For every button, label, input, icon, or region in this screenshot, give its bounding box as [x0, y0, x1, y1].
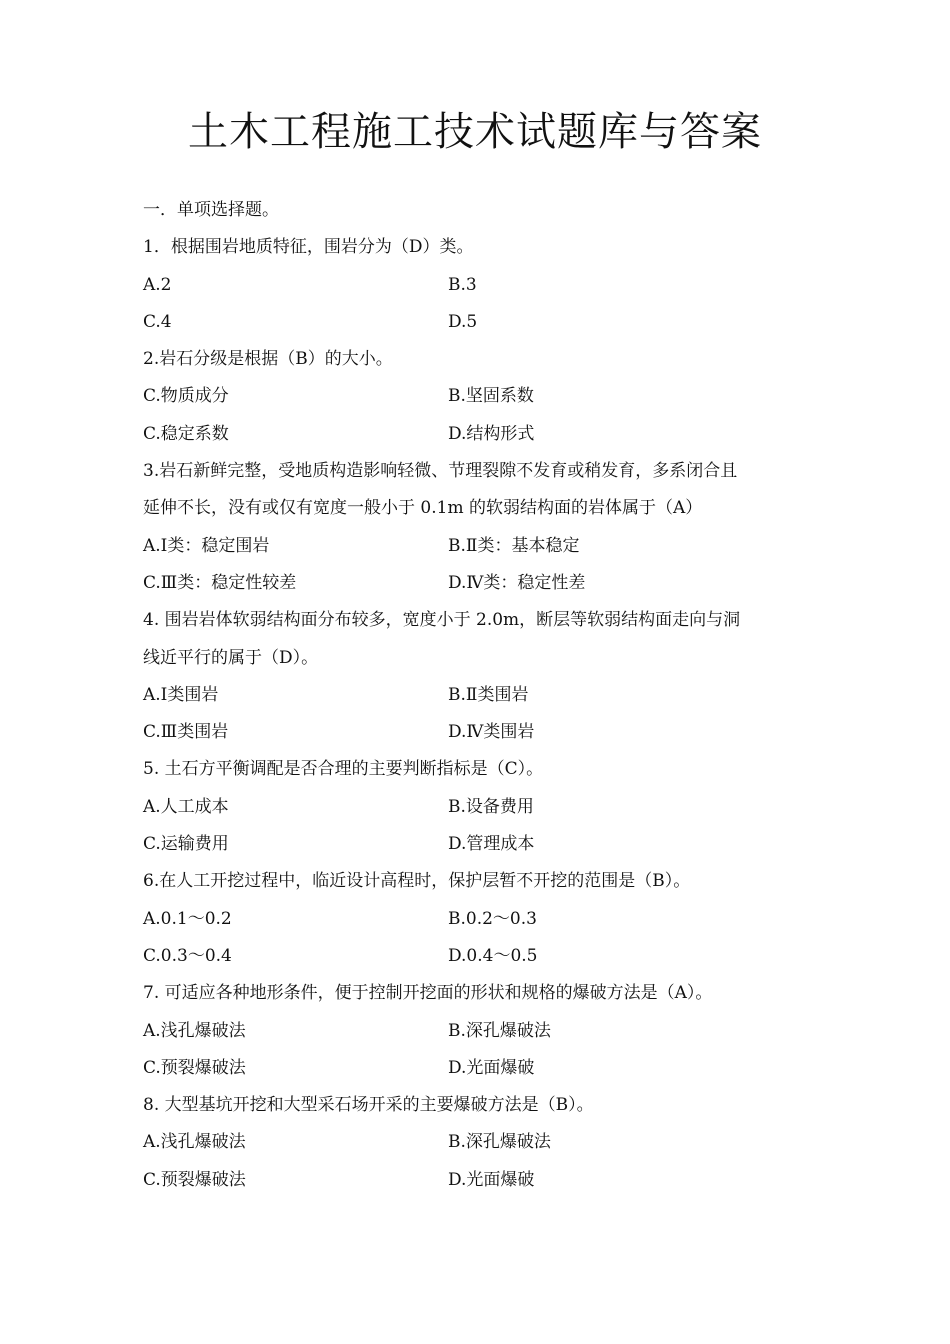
- option: D.管理成本: [448, 834, 535, 855]
- option: C.Ⅲ类：稳定性较差: [143, 572, 297, 593]
- option: A.Ⅰ类围岩: [143, 684, 219, 705]
- option: C.预裂爆破法: [143, 1169, 246, 1190]
- option: B.3: [448, 274, 477, 295]
- question: [143, 602, 823, 751]
- question-text: 7. 可适应各种地形条件，便于控制开挖面的形状和规格的爆破方法是（A）。: [143, 983, 713, 1004]
- option: B.坚固系数: [448, 386, 534, 407]
- question-text: 延伸不长，没有或仅有宽度一般小于 0.1m 的软弱结构面的岩体属于（A）: [143, 498, 703, 519]
- option: A.浅孔爆破法: [143, 1132, 246, 1153]
- option-row: [143, 789, 823, 826]
- option-row: [143, 565, 823, 602]
- document-body: [143, 192, 823, 1199]
- option: C.稳定系数: [143, 423, 229, 444]
- option: A.Ⅰ类：稳定围岩: [143, 535, 270, 556]
- option: B.深孔爆破法: [448, 1132, 551, 1153]
- option: C.4: [143, 311, 172, 332]
- option-row: [143, 714, 823, 751]
- option: B.0.2～0.3: [448, 908, 537, 929]
- option: C.Ⅲ类围岩: [143, 722, 229, 743]
- question-text: 6.在人工开挖过程中，临近设计高程时，保护层暂不开挖的范围是（B）。: [143, 871, 691, 892]
- option-row: [143, 938, 823, 975]
- option: D.光面爆破: [448, 1169, 535, 1190]
- question-text: 5. 土石方平衡调配是否合理的主要判断指标是（C）。: [143, 759, 544, 780]
- question: [143, 453, 823, 602]
- question: [143, 863, 823, 975]
- option: B.Ⅱ类围岩: [448, 684, 529, 705]
- question-text: 4. 围岩岩体软弱结构面分布较多，宽度小于 2.0m，断层等软弱结构面走向与洞: [143, 610, 741, 631]
- option: A.0.1～0.2: [143, 908, 232, 929]
- option: D.Ⅳ类：稳定性差: [448, 572, 586, 593]
- option: B.Ⅱ类：基本稳定: [448, 535, 580, 556]
- option-row: [143, 416, 823, 453]
- question-text: 1．根据围岩地质特征，围岩分为（D）类。: [143, 237, 474, 258]
- option: A.2: [143, 274, 172, 295]
- option: D.Ⅳ类围岩: [448, 722, 535, 743]
- question: [143, 1087, 823, 1199]
- question: [143, 751, 823, 863]
- option: C.预裂爆破法: [143, 1057, 246, 1078]
- option-row: [143, 1162, 823, 1199]
- option: C.运输费用: [143, 834, 229, 855]
- option-row: [143, 1124, 823, 1161]
- option: D.0.4～0.5: [448, 945, 538, 966]
- question-text: 8. 大型基坑开挖和大型采石场开采的主要爆破方法是（B）。: [143, 1095, 594, 1116]
- option: C.物质成分: [143, 386, 229, 407]
- question-text: 3.岩石新鲜完整，受地质构造影响轻微、节理裂隙不发育或稍发育，多系闭合且: [143, 461, 738, 482]
- option: A.浅孔爆破法: [143, 1020, 246, 1041]
- question: [143, 975, 823, 1087]
- option: B.设备费用: [448, 796, 534, 817]
- option-row: [143, 304, 823, 341]
- option-row: [143, 677, 823, 714]
- question-text: 线近平行的属于（D）。: [143, 647, 319, 668]
- question-text: 2.岩石分级是根据（B）的大小。: [143, 349, 393, 370]
- section-heading: 一．单项选择题。: [143, 200, 279, 220]
- option-row: [143, 267, 823, 304]
- question: [143, 341, 823, 453]
- option-row: [143, 901, 823, 938]
- question: [143, 229, 823, 341]
- option-row: [143, 1050, 823, 1087]
- option: D.结构形式: [448, 423, 535, 444]
- option-row: [143, 528, 823, 565]
- option: D.光面爆破: [448, 1057, 535, 1078]
- option-row: [143, 378, 823, 415]
- page-title: 土木工程施工技术试题库与答案: [188, 109, 762, 155]
- option: D.5: [448, 311, 478, 332]
- option: A.人工成本: [143, 796, 229, 817]
- option: B.深孔爆破法: [448, 1020, 551, 1041]
- option: C.0.3～0.4: [143, 945, 232, 966]
- option-row: [143, 826, 823, 863]
- option-row: [143, 1013, 823, 1050]
